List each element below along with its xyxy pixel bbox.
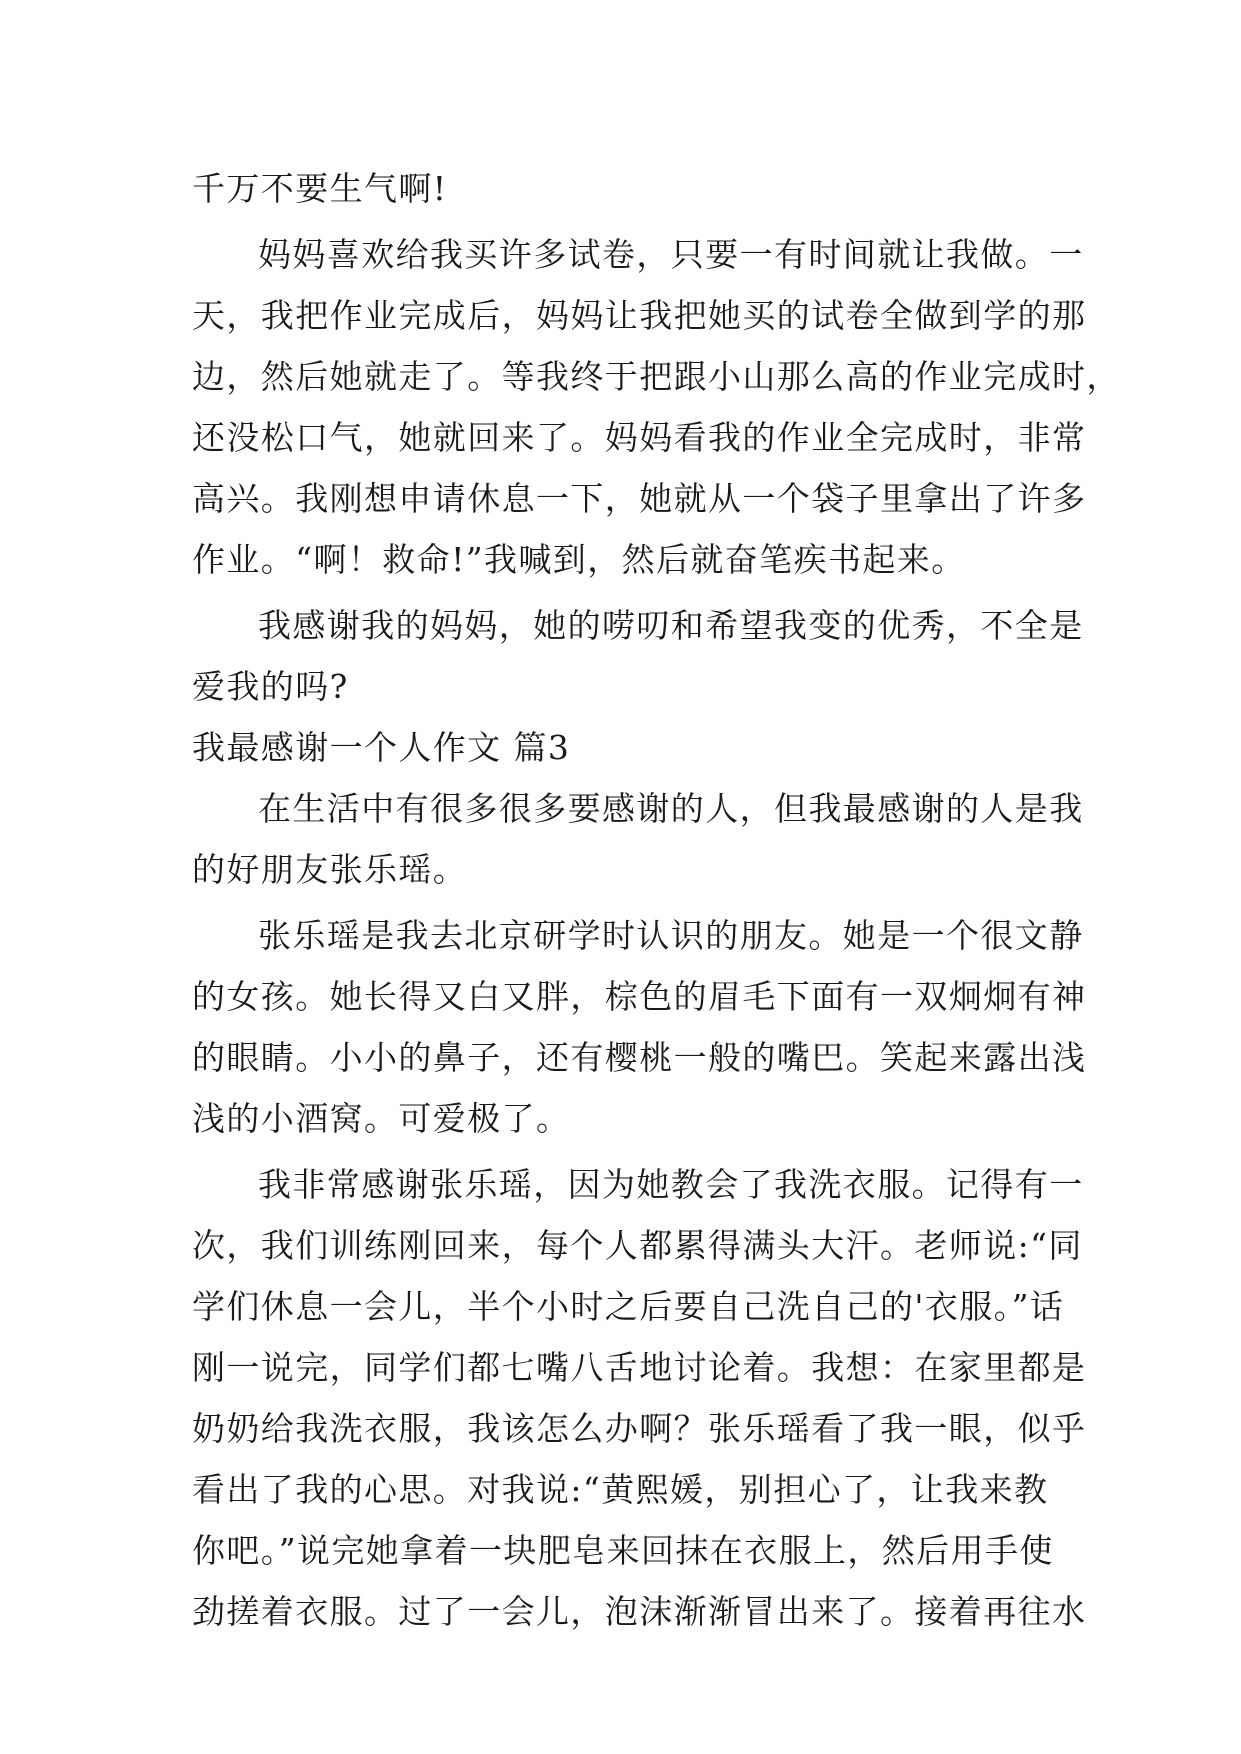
text-line: 我非常感谢张乐瑶，因为她教会了我洗衣服。记得有一	[258, 1165, 1084, 1204]
text-line: 我感谢我的妈妈，她的唠叨和希望我变的优秀，不全是	[258, 606, 1084, 645]
text-line: 还没松口气，她就回来了。妈妈看我的作业全完成时，非常	[192, 418, 1087, 457]
document-page	[192, 158, 1121, 1642]
text-line: 爱我的吗?	[192, 667, 349, 706]
text-line: 奶奶给我洗衣服，我该怎么办啊？张乐瑶看了我一眼，似乎	[192, 1409, 1087, 1448]
text-line: 天，我把作业完成后，妈妈让我把她买的试卷全做到学的那	[192, 296, 1087, 335]
section-heading	[192, 717, 1052, 778]
paragraph-1	[192, 158, 1052, 219]
text-line: 看出了我的心思。对我说:“黄熙媛，别担心了，让我来教	[192, 1470, 1049, 1509]
paragraph-5	[192, 905, 1087, 1149]
section-title: 我最感谢一个人作文 篇3	[192, 728, 571, 767]
paragraph-4	[192, 778, 1084, 900]
text-line: 千万不要生气啊!	[192, 169, 448, 208]
text-line: 的好朋友张乐瑶。	[192, 850, 468, 889]
text-line: 次，我们训练刚回来，每个人都累得满头大汗。老师说:“同	[192, 1226, 1083, 1265]
text-line: 刚一说完，同学们都七嘴八舌地讨论着。我想：在家里都是	[192, 1348, 1087, 1387]
text-line: 的女孩。她长得又白又胖，棕色的眉毛下面有一双炯炯有神	[192, 977, 1087, 1016]
text-line: 在生活中有很多很多要感谢的人，但我最感谢的人是我	[258, 789, 1084, 828]
text-line: 学们休息一会儿，半个小时之后要自己洗自己的'衣服。”话	[192, 1287, 1065, 1326]
text-line: 你吧。”说完她拿着一块肥皂来回抹在衣服上，然后用手使	[192, 1531, 1054, 1570]
text-line: 边，然后她就走了。等我终于把跟小山那么高的作业完成时，	[192, 357, 1121, 396]
text-line: 高兴。我刚想申请休息一下，她就从一个袋子里拿出了许多	[192, 479, 1087, 518]
text-line: 的眼睛。小小的鼻子，还有樱桃一般的嘴巴。笑起来露出浅	[192, 1038, 1087, 1077]
paragraph-2	[192, 224, 1121, 590]
text-line: 妈妈喜欢给我买许多试卷，只要一有时间就让我做。一	[258, 235, 1084, 274]
text-line: 作业。“啊！救命!”我喊到，然后就奋笔疾书起来。	[192, 540, 966, 579]
text-line: 劲搓着衣服。过了一会儿，泡沫渐渐冒出来了。接着再往水	[192, 1592, 1087, 1631]
paragraph-6	[192, 1154, 1087, 1642]
paragraph-3	[192, 595, 1084, 717]
text-line: 浅的小酒窝。可爱极了。	[192, 1099, 571, 1138]
text-line: 张乐瑶是我去北京研学时认识的朋友。她是一个很文静	[258, 916, 1084, 955]
